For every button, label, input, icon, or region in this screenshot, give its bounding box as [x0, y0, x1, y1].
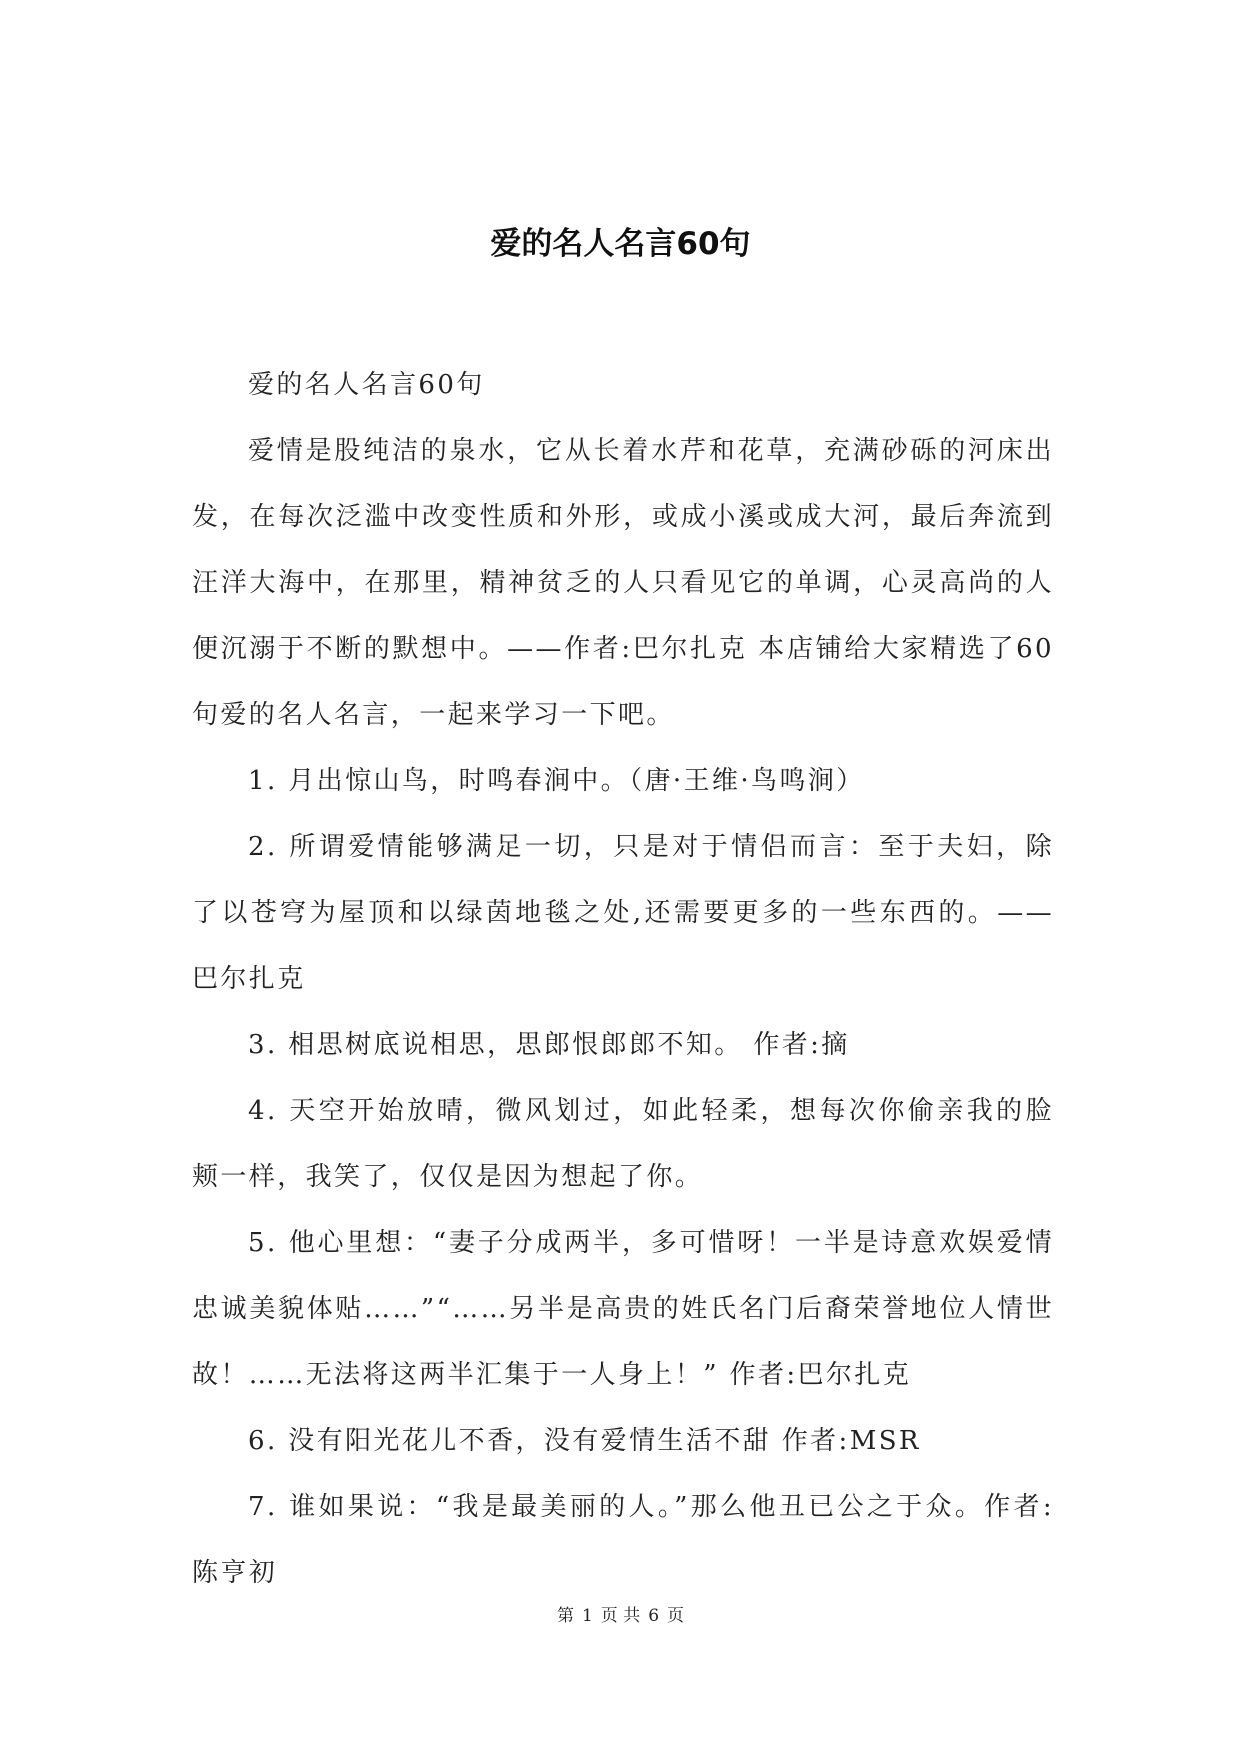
footer-total-pages: 6: [648, 1606, 660, 1626]
quote-item-4: 4. 天空开始放晴，微风划过，如此轻柔，想每次你偷亲我的脸颊一样，我笑了，仅仅是因为想起了你。: [192, 1096, 1054, 1192]
footer-suffix: 页: [667, 1606, 685, 1626]
footer-prefix: 第: [556, 1606, 574, 1626]
footer-middle: 页 共: [600, 1606, 641, 1626]
quote-item-2: 2. 所谓爱情能够满足一切，只是对于情侣而言：至于夫妇，除了以苍穹为屋顶和以绿茵地毯之处,还需要更多的一些东西的。——巴尔扎克: [192, 832, 1054, 994]
page-footer: [0, 1604, 1241, 1628]
quote-item-3: 3. 相思树底说相思，思郎恨郎郎不知。 作者:摘: [248, 1030, 850, 1060]
quote-item-1: 1. 月出惊山鸟，时鸣春涧中。（唐·王维·鸟鸣涧）: [248, 766, 865, 796]
quote-item-7: 7. 谁如果说：“我是最美丽的人。”那么他丑已公之于众。作者:陈亨初: [192, 1492, 1054, 1588]
document-title: 爱的名人名言60句: [490, 226, 751, 262]
quote-item-6: 6. 没有阳光花儿不香，没有爱情生活不甜 作者:MSR: [248, 1426, 921, 1456]
paragraph-intro: 爱情是股纯洁的泉水，它从长着水芹和花草，充满砂砾的河床出发，在每次泛滥中改变性质和外形，或成小溪或成大河，最后奔流到汪洋大海中，在那里，精神贫乏的人只看见它的单调，心灵高尚的人便沉溺于不断的默想中。——作者:巴尔扎克 本店铺给大家精选了60句爱的名人名言，一起来学习一下吧。: [192, 436, 1054, 730]
footer-current-page: 1: [581, 1606, 593, 1626]
quote-item-5: 5. 他心里想：“妻子分成两半，多可惜呀！一半是诗意欢娱爱情忠诚美貌体贴……”“……另半是高贵的姓氏名门后裔荣誉地位人情世故！……无法将这两半汇集于一人身上！” 作者:巴尔扎克: [192, 1228, 1054, 1390]
document-body: [192, 352, 1054, 1606]
paragraph-heading: 爱的名人名言60句: [248, 370, 485, 400]
